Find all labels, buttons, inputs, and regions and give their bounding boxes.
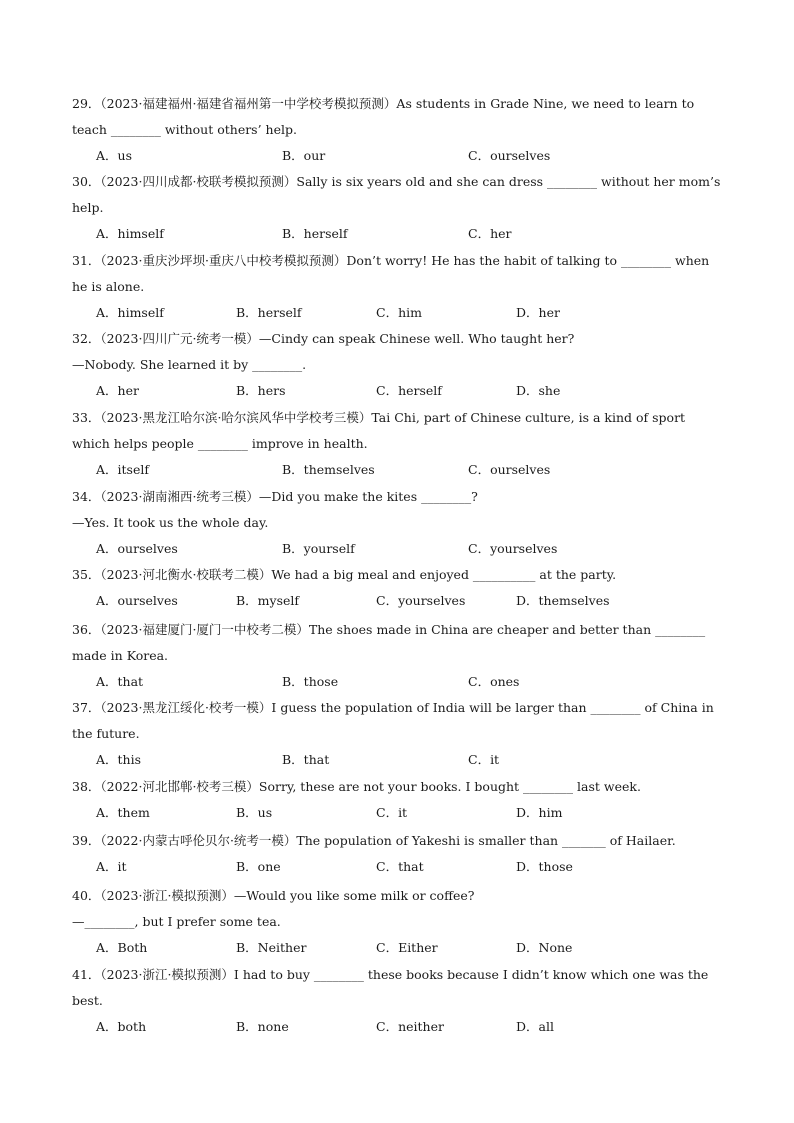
option-d[interactable]: D．themselves [516,593,610,608]
option-d[interactable]: D．she [516,383,561,398]
answer-options [96,800,726,826]
question-stem: 36．（2023·福建厦门·厦门一中校考二模）The shoes made in China are cheaper and better than ________ made in Korea. [72,622,706,663]
question-33 [72,405,726,483]
option-a[interactable]: A．her [96,383,139,398]
answer-options [96,588,726,614]
question-38 [72,774,726,826]
option-b[interactable]: B．none [236,1019,289,1034]
answer-options [96,457,726,483]
question-29 [72,91,726,169]
option-a[interactable]: A．both [96,1019,147,1034]
option-a[interactable]: A．that [96,674,144,689]
question-40 [72,883,726,961]
question-stem: 41．（2023·浙江·模拟预测）I had to buy ________ these books because I didn’t know which one was the best. [72,967,709,1008]
option-a[interactable]: A．ourselves [96,593,178,608]
option-a[interactable]: A．Both [96,940,148,955]
option-c[interactable]: C．yourselves [376,593,466,608]
option-a[interactable]: A．them [96,805,150,820]
option-c[interactable]: C．him [376,305,422,320]
question-stem: 40．（2023·浙江·模拟预测）—Would you like some milk or coffee? [72,888,475,903]
answer-options [96,536,726,562]
option-d[interactable]: D．all [516,1019,554,1034]
option-c[interactable]: C．ones [468,674,520,689]
option-b[interactable]: B．that [282,752,330,767]
answer-options [96,300,726,326]
option-a[interactable]: A．himself [96,305,164,320]
option-b[interactable]: B．hers [236,383,286,398]
question-32 [72,326,726,404]
question-31 [72,248,726,326]
option-c[interactable]: C．neither [376,1019,444,1034]
answer-options [96,1014,726,1040]
option-c[interactable]: C．it [468,752,500,767]
question-stem: 33．（2023·黑龙江哈尔滨·哈尔滨风华中学校考三模）Tai Chi, part of Chinese culture, is a kind of sport which helps people ________ improve in health. [72,410,686,451]
answer-options [96,221,726,247]
question-37 [72,695,726,773]
option-b[interactable]: B．herself [282,226,348,241]
question-30 [72,169,726,247]
option-c[interactable]: C．ourselves [468,148,551,163]
question-stem: 39．（2022·内蒙古呼伦贝尔·统考一模）The population of Yakeshi is smaller than _______ of Hailaer. [72,833,676,848]
question-stem: 35．（2023·河北衡水·校联考二模）We had a big meal and enjoyed __________ at the party. [72,567,617,582]
question-36 [72,617,726,695]
option-d[interactable]: D．those [516,859,573,874]
option-a[interactable]: A．ourselves [96,541,178,556]
answer-options [96,378,726,404]
question-stem: 34．（2023·湖南湘西·统考三模）—Did you make the kites ________? [72,489,478,504]
option-b[interactable]: B．herself [236,305,302,320]
question-stem: 31．（2023·重庆沙坪坝·重庆八中校考模拟预测）Don’t worry! He has the habit of talking to ________ when he is alone. [72,253,710,294]
question-39 [72,828,726,880]
option-c[interactable]: C．her [468,226,512,241]
option-b[interactable]: B．myself [236,593,300,608]
option-a[interactable]: A．us [96,148,132,163]
option-a[interactable]: A．itself [96,462,149,477]
option-b[interactable]: B．Neither [236,940,307,955]
question-reply: —Yes. It took us the whole day. [72,515,269,530]
answer-options [96,143,726,169]
answer-options [96,669,726,695]
question-stem: 32．（2023·四川广元·统考一模）—Cindy can speak Chinese well. Who taught her? [72,331,575,346]
question-41 [72,962,726,1040]
option-b[interactable]: B．yourself [282,541,355,556]
option-c[interactable]: C．it [376,805,408,820]
option-a[interactable]: A．this [96,752,142,767]
question-stem: 38．（2022·河北邯郸·校考三模）Sorry, these are not your books. I bought ________ last week. [72,779,641,794]
option-b[interactable]: B．one [236,859,281,874]
question-stem: 37．（2023·黑龙江绥化·校考一模）I guess the population of India will be larger than ________ of China in the future. [72,700,714,741]
option-c[interactable]: C．herself [376,383,442,398]
question-34 [72,484,726,562]
option-b[interactable]: B．those [282,674,339,689]
question-reply: —________, but I prefer some tea. [72,914,281,929]
option-d[interactable]: D．him [516,805,563,820]
option-c[interactable]: C．yourselves [468,541,558,556]
option-c[interactable]: C．ourselves [468,462,551,477]
option-c[interactable]: C．that [376,859,424,874]
option-b[interactable]: B．themselves [282,462,375,477]
answer-options [96,935,726,961]
option-a[interactable]: A．it [96,859,127,874]
answer-options [96,747,726,773]
option-c[interactable]: C．Either [376,940,438,955]
question-reply: —Nobody. She learned it by ________. [72,357,307,372]
option-b[interactable]: B．us [236,805,273,820]
option-d[interactable]: D．None [516,940,573,955]
question-35 [72,562,726,614]
question-stem: 30．（2023·四川成都·校联考模拟预测）Sally is six years old and she can dress ________ without her mom’s help. [72,174,721,215]
question-stem: 29．（2023·福建福州·福建省福州第一中学校考模拟预测）As students in Grade Nine, we need to learn to teach ________ without others’ help. [72,96,695,137]
answer-options [96,854,726,880]
option-d[interactable]: D．her [516,305,560,320]
option-a[interactable]: A．himself [96,226,164,241]
option-b[interactable]: B．our [282,148,326,163]
